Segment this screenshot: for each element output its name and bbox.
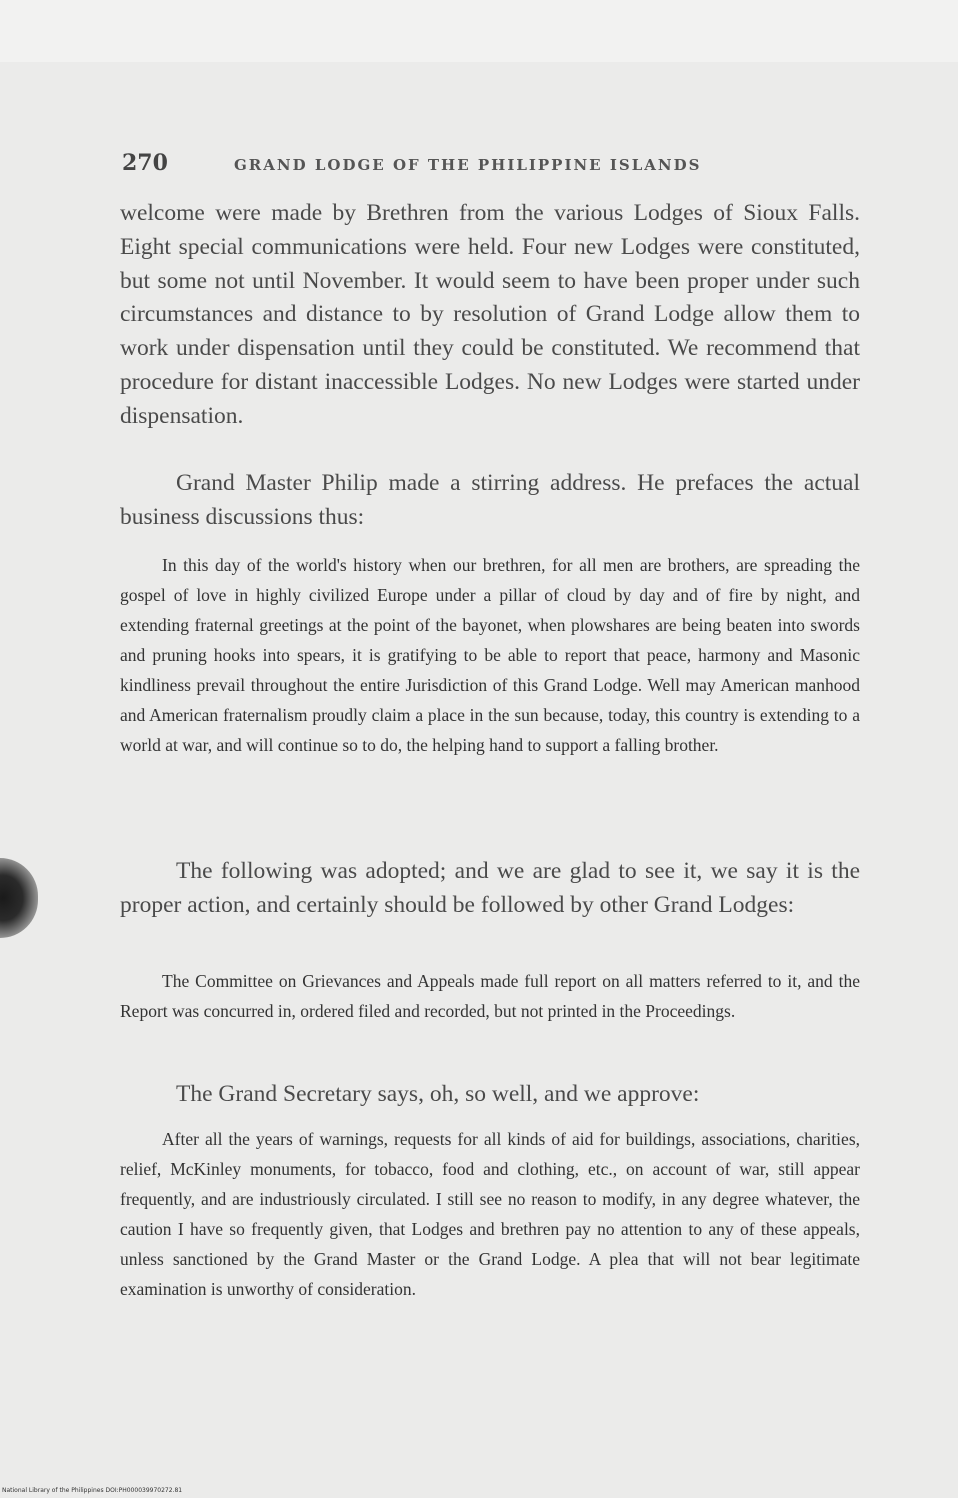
page-header [122,150,762,176]
running-title: GRAND LODGE OF THE PHILIPPINE ISLANDS [234,156,702,174]
quote-grand-master-address [120,550,860,760]
quote-text: After all the years of warnings, requests for all kinds of aid for buildings, associations, charities, relief, McKinley monuments, for tobacco, food and clothing, etc., on account of war, still appear frequently, and are industriously circulated. I still see no reason to modify, in any degree whatever, the caution I have so frequently given, that Lodges and brethren pay no attention to any of these appeals, unless sanctioned by the Grand Master or the Grand Lodge. A plea that will not bear legitimate examination is unworthy of consideration. [120,1129,860,1299]
quote-text: The Committee on Grievances and Appeals made full report on all matters referred to it, and the Report was concurred in, ordered filed and recorded, but not printed in the Proceedings. [120,971,860,1021]
paragraph-grand-master-intro [120,467,860,535]
quote-grand-secretary [120,1124,860,1304]
paragraph-text: Grand Master Philip made a stirring address. He prefaces the actual business discussions thus: [120,470,860,530]
paragraph-text: The following was adopted; and we are glad to see it, we say it is the proper action, and certainly should be followed by other Grand Lodges: [120,858,860,918]
paragraph-grand-secretary [120,1078,860,1112]
quote-text: In this day of the world's history when our brethren, for all men are brothers, are spreading the gospel of love in highly civilized Europe under a pillar of cloud by day and of fire by night, and extending fraternal greetings at the point of the bayonet, when plowshares are being beaten into swords and pruning hooks into spears, it is gratifying to be able to report that peace, harmony and Masonic kindliness prevail throughout the entire Jurisdiction of this Grand Lodge. Well may American manhood and American fraternalism proudly claim a place in the sun because, today, this country is extending to a world at war, and will continue so to do, the helping hand to support a falling brother. [120,555,860,755]
paragraph-text: welcome were made by Brethren from the various Lodges of Sioux Falls. Eight special communications were held. Four new Lodges were constituted, but some not until November. It would seem to have been proper under such circumstances and distance to by resolution of Grand Lodge allow them to work under dispensation until they could be constituted. We recommend that procedure for distant inaccessible Lodges. No new Lodges were started under dispensation. [120,200,860,429]
quote-committee-grievances [120,966,860,1026]
paragraph-lodges-report [120,197,860,434]
paragraph-text: The Grand Secretary says, oh, so well, and we approve: [176,1081,700,1107]
footer-credit: National Library of the Philippines DOI:PH000039970272.81 [2,1487,183,1494]
page-number: 270 [122,150,168,176]
paragraph-following-adopted [120,855,860,923]
scan-top-margin [0,0,958,62]
